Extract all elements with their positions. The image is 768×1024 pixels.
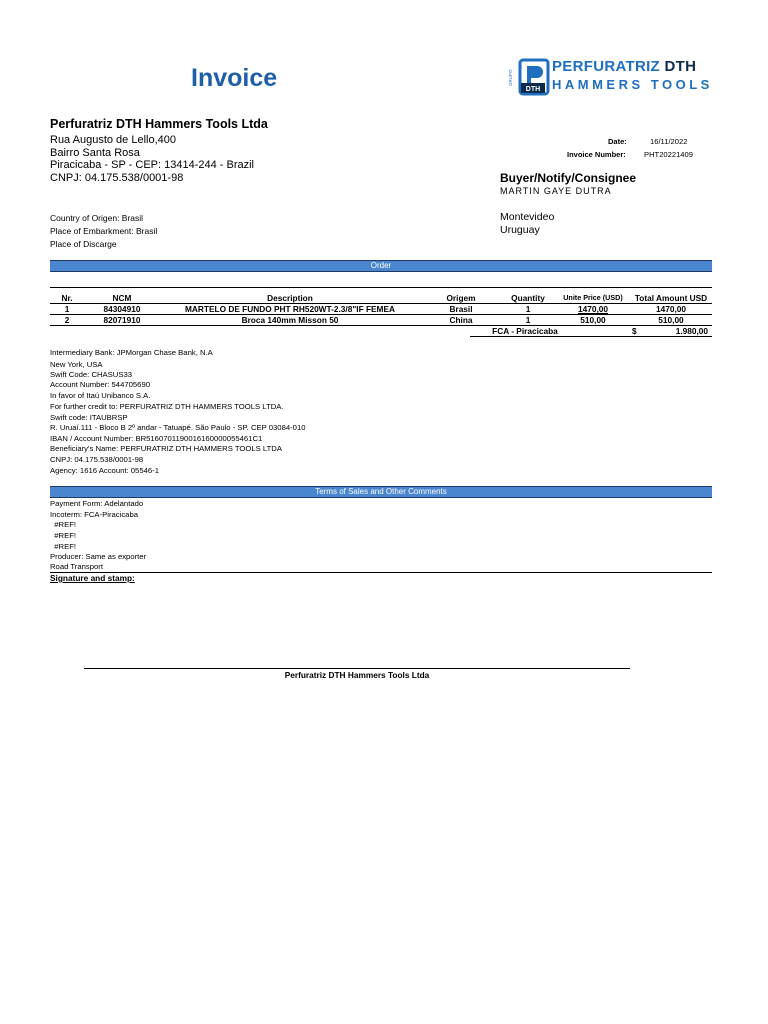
row2-quantity: 1: [525, 315, 531, 325]
col-description: Description: [267, 293, 313, 303]
signature-company: Perfuratriz DTH Hammers Tools Ltda: [284, 670, 430, 680]
terms-rule: [50, 572, 712, 573]
place-of-embarkment: Place of Embarkment: Brasil: [50, 226, 158, 236]
terms-line: Producer: Same as exporter: [50, 552, 147, 561]
col-nr: Nr.: [61, 293, 73, 303]
bank-line: Swift Code: CHASUS33: [50, 370, 133, 379]
buyer-name: MARTIN GAYE DUTRA: [500, 186, 612, 196]
row1-nr: 1: [64, 304, 70, 314]
col-quantity: Quantity: [511, 293, 545, 303]
logo-badge-text: DTH: [525, 86, 541, 93]
bank-line: Swift code: ITAUBRSP: [50, 413, 128, 422]
terms-line: #REF!: [50, 520, 77, 529]
incoterm-total: FCA - Piracicaba: [492, 326, 558, 336]
currency-symbol: $: [632, 326, 637, 336]
terms-line: Road Transport: [50, 562, 103, 571]
seller-name: Perfuratriz DTH Hammers Tools Ltda: [50, 117, 268, 131]
terms-band-label: Terms of Sales and Other Comments: [315, 487, 447, 496]
bank-line: In favor of Itaú Unibanco S.A.: [50, 391, 151, 400]
buyer-city: Montevideo: [500, 211, 555, 223]
logo-grupo-text: GRUPO: [508, 69, 513, 86]
order-band-label: Order: [370, 261, 392, 270]
col-unit-price: Unite Price (USD): [563, 293, 623, 302]
seller-address-line2: Bairro Santa Rosa: [50, 147, 140, 159]
buyer-country: Uruguay: [500, 224, 540, 236]
bank-line: Beneficiary's Name: PERFURATRIZ DTH HAMMERS TOOLS LTDA: [50, 444, 282, 453]
row2-nr: 2: [64, 315, 70, 325]
logo-mark-icon: [508, 58, 552, 98]
bank-line: Intermediary Bank: JPMorgan Chase Bank, N.A: [50, 348, 213, 357]
grand-total: 1.980,00: [675, 326, 708, 336]
row1-description: MARTELO DE FUNDO PHT RH520WT-2.3/8"IF FEMEA: [185, 304, 395, 314]
bank-line: For further credit to: PERFURATRIZ DTH HAMMERS TOOLS LTDA.: [50, 402, 284, 411]
col-total: Total Amount USD: [634, 293, 708, 303]
signature-line: [84, 668, 630, 669]
row1-origem: Brasil: [449, 304, 473, 314]
logo-brand-line1: [552, 58, 696, 75]
row2-description: Broca 140mm Misson 50: [241, 315, 339, 325]
bank-line: CNPJ: 04.175.538/0001-98: [50, 455, 144, 464]
bank-line: Agency: 1616 Account: 05546-1: [50, 466, 159, 475]
terms-line: #REF!: [50, 531, 77, 540]
col-ncm: NCM: [112, 293, 132, 303]
row1-total: 1470,00: [656, 304, 686, 314]
logo-brand-a: PERFURATRIZ: [552, 58, 665, 75]
bank-line: Account Number: 544705690: [50, 380, 151, 389]
place-of-discharge: Place of Discarge: [50, 239, 117, 249]
row2-ncm: 82071910: [103, 315, 141, 325]
row2-total: 510,00: [658, 315, 684, 325]
signature-label: Signature and stamp:: [50, 573, 135, 583]
invoice-number-label: Invoice Number:: [567, 150, 626, 159]
seller-address-line3: Piracicaba - SP - CEP: 13414-244 - Brazil: [50, 159, 254, 171]
order-divider: [50, 287, 712, 288]
row1-quantity: 1: [525, 304, 531, 314]
row2-rule: [50, 325, 712, 326]
logo-brand-line2: HAMMERS TOOLS: [552, 77, 713, 92]
terms-line: Payment Form: Adelantado: [50, 499, 144, 508]
date-label: Date:: [608, 137, 627, 146]
seller-cnpj: CNPJ: 04.175.538/0001-98: [50, 172, 184, 184]
row2-origem: China: [449, 315, 473, 325]
bank-line: R. Uruaí.111 - Bloco B 2º andar - Tatuapé. São Paulo - SP. CEP 03084-010: [50, 423, 306, 432]
bank-line: IBAN / Account Number: BR5160701190016160000055461C1: [50, 434, 263, 443]
country-of-origin: Country of Origen: Brasil: [50, 213, 144, 223]
total-rule: [470, 336, 712, 337]
terms-line: #REF!: [50, 542, 77, 551]
row1-ncm: 84304910: [103, 304, 141, 314]
bank-line: New York, USA: [50, 360, 103, 369]
terms-line: Incoterm: FCA-Piracicaba: [50, 510, 139, 519]
invoice-number-value: PHT20221409: [644, 150, 693, 159]
date-value: 16/11/2022: [650, 137, 688, 146]
buyer-title: Buyer/Notify/Consignee: [500, 171, 637, 185]
seller-address-line1: Rua Augusto de Lello,400: [50, 134, 176, 146]
logo-brand-b: DTH: [664, 58, 697, 75]
col-origem: Origem: [446, 293, 476, 303]
row1-unit-price: 1470,00: [578, 304, 608, 314]
row2-unit-price: 510,00: [580, 315, 606, 325]
invoice-title: Invoice: [191, 64, 278, 92]
